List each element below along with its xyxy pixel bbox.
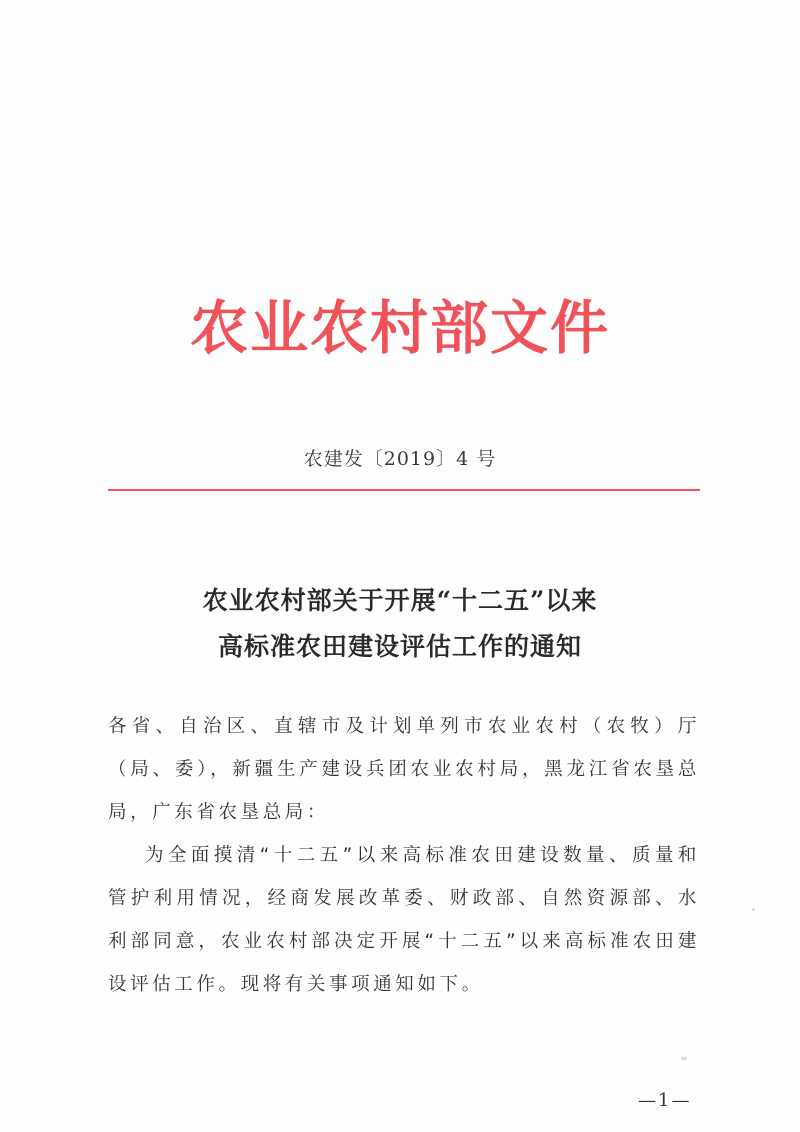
red-divider-line	[108, 489, 700, 491]
page-number: —1—	[638, 1090, 692, 1111]
masthead-title: 农业农村部文件	[189, 294, 610, 362]
salutation-recipients: 各省、自治区、直辖市及计划单列市农业农村（农牧）厅（局、委），新疆生产建设兵团农业农村局，黑龙江省农垦总局，广东省农垦总局：	[108, 716, 700, 823]
scan-speck	[681, 1057, 687, 1060]
document-number: 农建发〔2019〕4 号	[303, 448, 497, 470]
scan-speck	[752, 908, 755, 911]
body-paragraph: 为全面摸清“十二五”以来高标准农田建设数量、质量和管护利用情况，经商发展改革委、财政部、自然资源部、水利部同意，农业农村部决定开展“十二五”以来高标准农田建设评估工作。现将有关事项通知如下。	[108, 845, 700, 995]
notice-title-line-2: 高标准农田建设评估工作的通知	[217, 632, 582, 661]
notice-title	[0, 578, 800, 670]
body-text	[108, 705, 700, 1006]
notice-title-line-1: 农业农村部关于开展“十二五”以来	[202, 586, 598, 615]
